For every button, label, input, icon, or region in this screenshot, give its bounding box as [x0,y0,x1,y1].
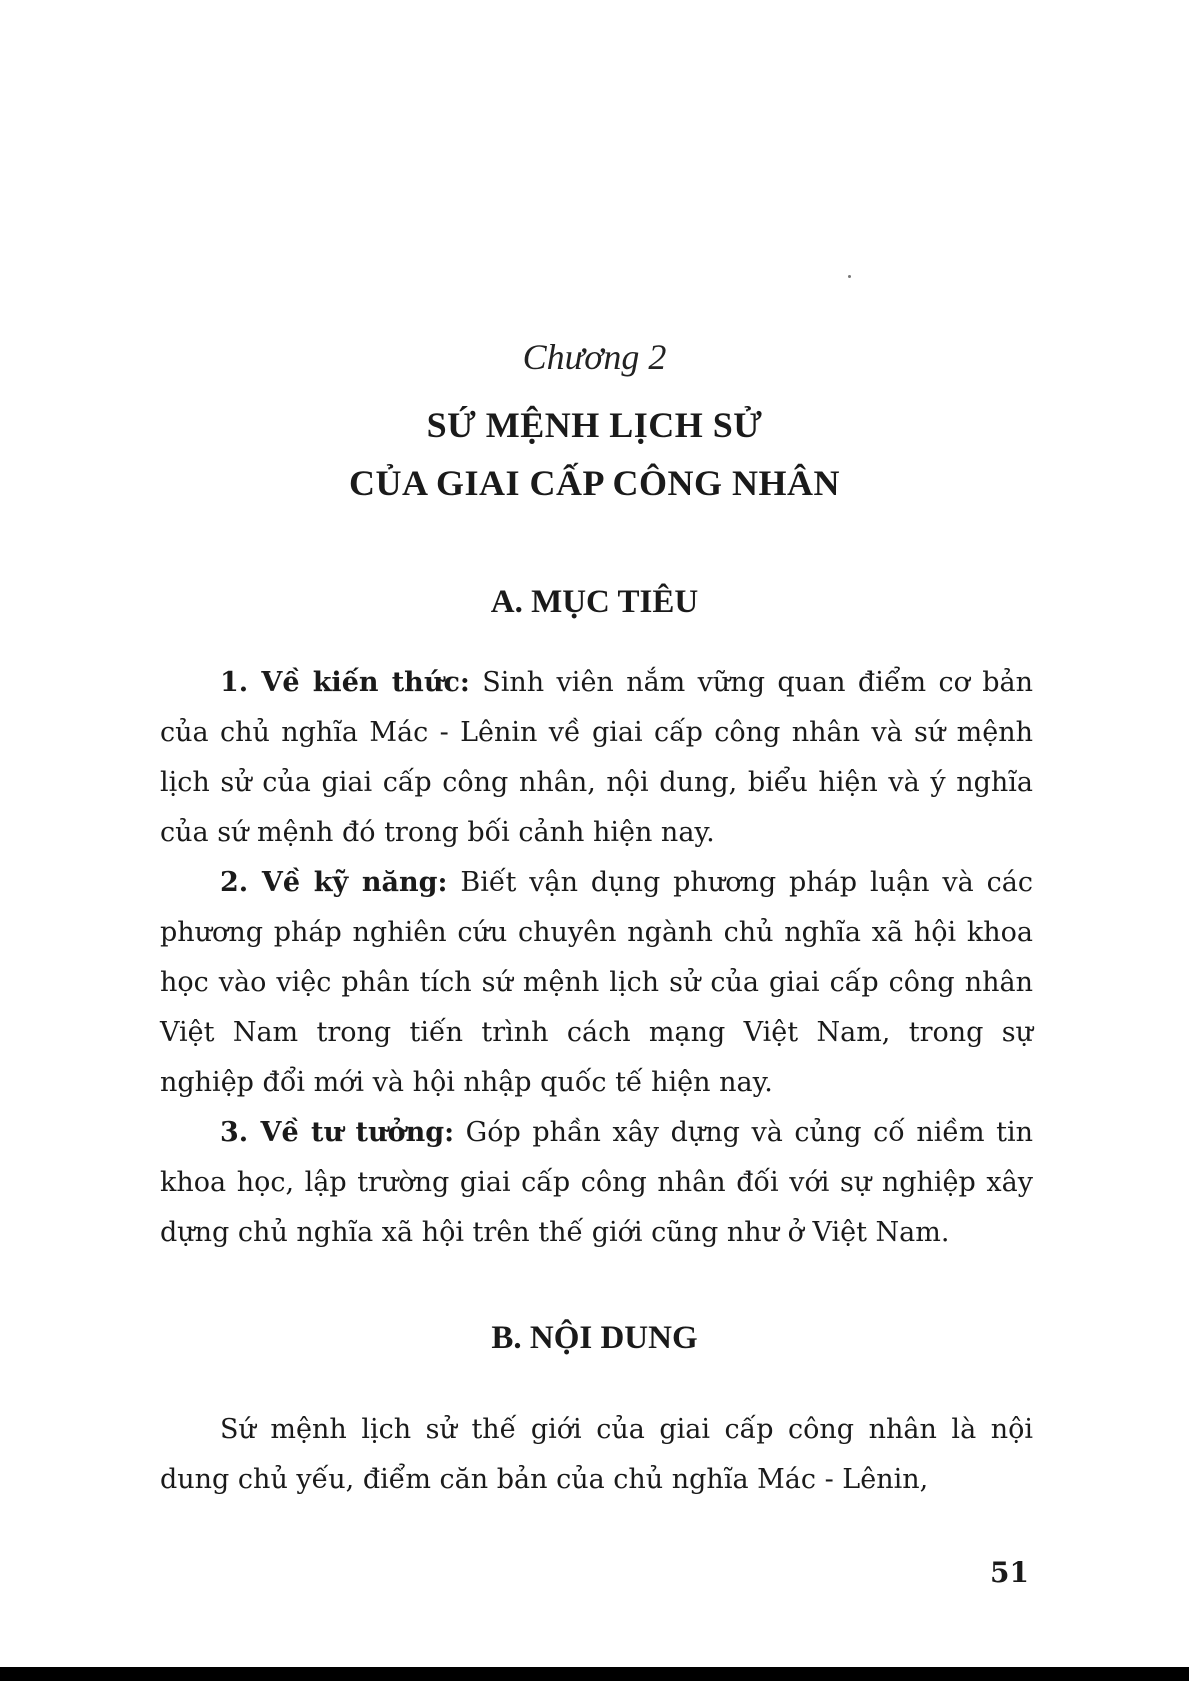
objective-lead: 2. Về kỹ năng: [220,867,448,898]
objective-lead: 1. Về kiến thức: [220,667,470,698]
chapter-title-line-1: SỨ MỆNH LỊCH SỬ [426,405,763,445]
scan-bottom-border [0,1667,1189,1681]
chapter-title-line-2: CỦA GIAI CẤP CÔNG NHÂN [348,463,841,503]
objective-text: Góp phần xây dựng và củng cố niềm tin khoa học, lập trường giai cấp công nhân đối với sự nghiệp xây dựng chủ nghĩa xã hội trên thế giới cũng như ở Việt Nam. [160,1117,1033,1248]
objective-text: Sinh viên nắm vững quan điểm cơ bản của chủ nghĩa Mác - Lênin về giai cấp công nhân và sứ mệnh lịch sử của giai cấp công nhân, nội dung, biểu hiện và ý nghĩa của sứ mệnh đó trong bối cảnh hiện nay. [160,667,1033,848]
objective-text: Biết vận dụng phương pháp luận và các phương pháp nghiên cứu chuyên ngành chủ nghĩa xã hội khoa học vào việc phân tích sứ mệnh lịch sử của giai cấp công nhân Việt Nam trong tiến trình cách mạng Việt Nam, trong sự nghiệp đổi mới và hội nhập quốc tế hiện nay. [160,867,1033,1098]
chapter-label: Chương 2 [522,337,667,377]
objectives-list [160,658,1033,1258]
content-body [160,1405,1033,1505]
section-b-heading: B. NỘI DUNG [491,1320,698,1356]
objective-lead: 3. Về tư tưởng: [220,1117,455,1148]
page-number: 51 [990,1556,1029,1589]
objective-knowledge [160,658,1033,858]
section-a-heading: A. MỤC TIÊU [490,584,699,620]
objective-ideology [160,1108,1033,1258]
objective-skills [160,858,1033,1108]
content-paragraph: Sứ mệnh lịch sử thế giới của giai cấp công nhân là nội dung chủ yếu, điểm căn bản của chủ nghĩa Mác - Lênin, [160,1414,1033,1495]
scan-speck [848,275,851,278]
